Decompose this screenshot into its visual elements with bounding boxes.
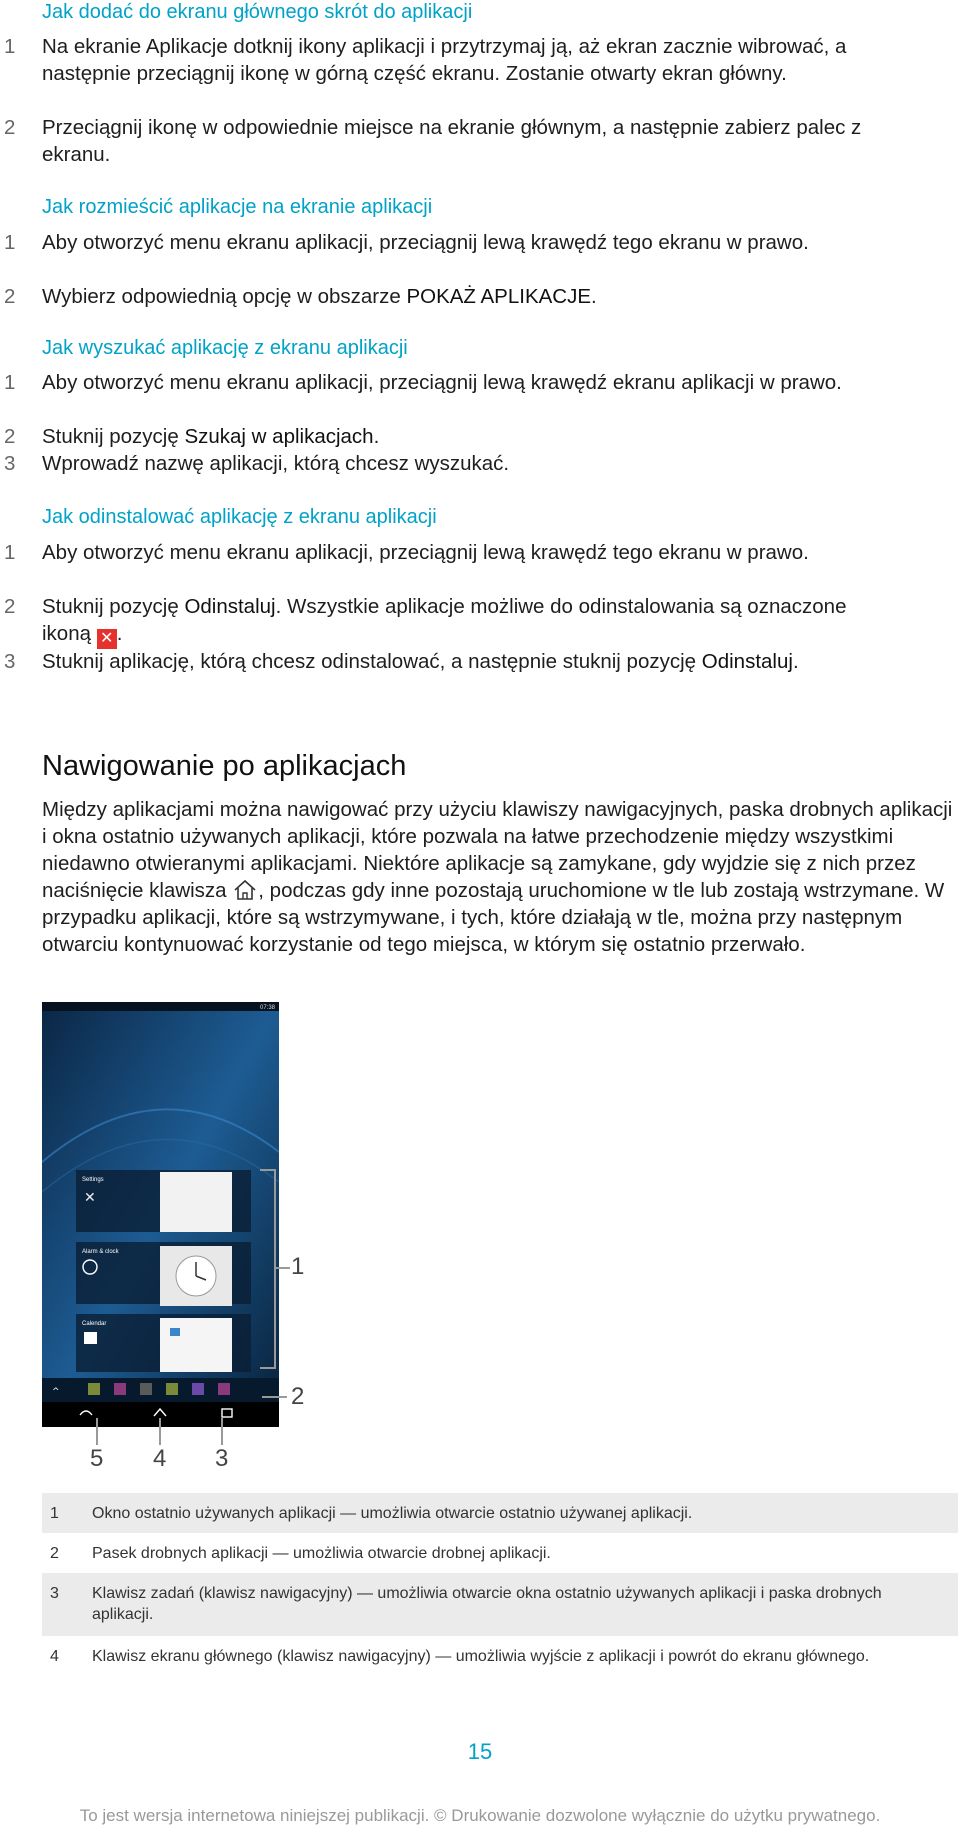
footer-note: To jest wersja internetowa niniejszej publikacji. © Drukowanie dozwolone wyłącznie do użytku prywatnego.: [79, 1806, 881, 1825]
phone-screenshot: [42, 1002, 279, 1427]
legend-text: Pasek drobnych aplikacji — umożliwia otwarcie drobnej aplikacji.: [92, 1545, 551, 1562]
app-label-calendar: Calendar: [82, 1321, 107, 1327]
home-key-icon: [232, 879, 258, 901]
step-text-after: . Wszystkie aplikacje możliwe do odinstalowania są oznaczone ikoną: [42, 595, 847, 645]
uninstall-x-icon: ✕: [97, 629, 117, 649]
step-text-before: Stuknij pozycję: [42, 425, 185, 448]
svg-text:✕: ✕: [84, 1190, 96, 1206]
step-text: [42, 283, 892, 310]
step-number: 2: [4, 285, 16, 308]
step-text: Aby otworzyć menu ekranu aplikacji, przeciągnij lewą krawędź ekranu aplikacji w prawo.: [42, 371, 842, 394]
legend-number: 2: [50, 1545, 59, 1562]
step-number: 3: [4, 650, 16, 673]
legend-text: Klawisz zadań (klawisz nawigacyjny) — umożliwia otwarcie okna ostatnio używanych aplikacji i paska drobnych aplikacji.: [92, 1585, 882, 1623]
procedure-title: Jak wyszukać aplikację z ekranu aplikacji: [42, 337, 408, 359]
ui-label: Odinstaluj: [701, 650, 793, 673]
procedure-title: Jak dodać do ekranu głównego skrót do aplikacji: [42, 1, 473, 23]
callout-number: 3: [215, 1445, 229, 1472]
step-text-before: Wybierz odpowiednią opcję w obszarze: [42, 285, 407, 308]
legend-number: 4: [50, 1648, 59, 1665]
step-number: 1: [4, 541, 16, 564]
legend-number: 3: [50, 1585, 59, 1602]
phone-screen-graphic: [42, 1002, 279, 1427]
legend-row: [42, 1636, 958, 1699]
step-text: [42, 423, 892, 450]
step-text: Wprowadź nazwę aplikacji, którą chcesz wyszukać.: [42, 452, 510, 475]
step-number: 1: [4, 231, 16, 254]
page-number: 15: [467, 1739, 493, 1764]
ui-label: Szukaj w aplikacjach: [184, 425, 374, 448]
callout-number: 2: [291, 1383, 305, 1410]
procedure-title: Jak rozmieścić aplikacje na ekranie aplikacji: [42, 196, 433, 218]
ui-label: Odinstaluj: [184, 595, 276, 618]
step-number: 2: [4, 595, 16, 618]
paragraph-part-1: Między aplikacjami można nawigować przy użyciu klawiszy nawigacyjnych, paska drobnych aplikacji i okna ostatnio używanych aplikacji, które pozwala na łatwe przechodzenie między wszystkimi niedawno otwieranymi aplikacjami. Niektóre aplikacje są zamykane, gdy wyjdzie się z nich przez naciśnięcie klawisza: [42, 798, 953, 902]
legend-number: 1: [50, 1505, 59, 1522]
step-text-after: .: [792, 650, 799, 673]
step-number: 1: [4, 35, 16, 58]
legend-row: [42, 1493, 958, 1533]
paragraph-part-2: , podczas gdy inne pozostają uruchomione w tle lub zostają wstrzymane. W przypadku aplikacji, które są wstrzymywane, i tych, które działają w tle, można przy następnym otwarciu kontynuować korzystanie od tego miejsca, w którym się ostatnio przerwało.: [42, 879, 945, 956]
step-text-after: .: [373, 425, 380, 448]
section-heading: Nawigowanie po aplikacjach: [42, 750, 407, 782]
body-paragraph: [42, 796, 960, 958]
app-label-settings: Settings: [82, 1177, 104, 1183]
step-number: 1: [4, 371, 16, 394]
legend-row: [42, 1533, 958, 1573]
legend-text: Okno ostatnio używanych aplikacji — umożliwia otwarcie ostatnio używanej aplikacji.: [92, 1505, 693, 1522]
svg-text:^: ^: [52, 1387, 60, 1397]
step-text-before: Stuknij pozycję: [42, 595, 185, 618]
legend-text: Klawisz ekranu głównego (klawisz nawigacyjny) — umożliwia wyjście z aplikacji i powrót do ekranu głównego.: [92, 1648, 870, 1665]
step-number: 3: [4, 452, 16, 475]
step-text: Na ekranie Aplikacje dotknij ikony aplikacji i przytrzymaj ją, aż ekran zacznie wibrować, a następnie przeciągnij ikonę w górną część ekranu. Zostanie otwarty ekran główny.: [42, 35, 847, 85]
step-text: Aby otworzyć menu ekranu aplikacji, przeciągnij lewą krawędź tego ekranu w prawo.: [42, 231, 809, 254]
procedure-title: Jak odinstalować aplikację z ekranu aplikacji: [42, 506, 437, 528]
status-time: 07:38: [259, 1005, 275, 1011]
step-text: [42, 648, 892, 675]
step-number: 2: [4, 116, 16, 139]
callout-number: 4: [153, 1445, 167, 1472]
callout-number: 1: [291, 1253, 305, 1280]
callout-number: 5: [90, 1445, 104, 1472]
step-number: 2: [4, 425, 16, 448]
step-text: Aby otworzyć menu ekranu aplikacji, przeciągnij lewą krawędź tego ekranu w prawo.: [42, 541, 809, 564]
step-text-after: .: [591, 285, 597, 308]
step-text-before: Stuknij aplikację, którą chcesz odinstalować, a następnie stuknij pozycję: [42, 650, 702, 673]
step-text: [42, 593, 892, 649]
app-label-alarm: Alarm & clock: [82, 1249, 119, 1255]
ui-label: POKAŻ APLIKACJE: [406, 285, 592, 308]
step-text-end: .: [116, 622, 123, 645]
step-text: Przeciągnij ikonę w odpowiednie miejsce na ekranie głównym, a następnie zabierz palec z ekranu.: [42, 116, 862, 166]
legend-row: [42, 1573, 958, 1636]
